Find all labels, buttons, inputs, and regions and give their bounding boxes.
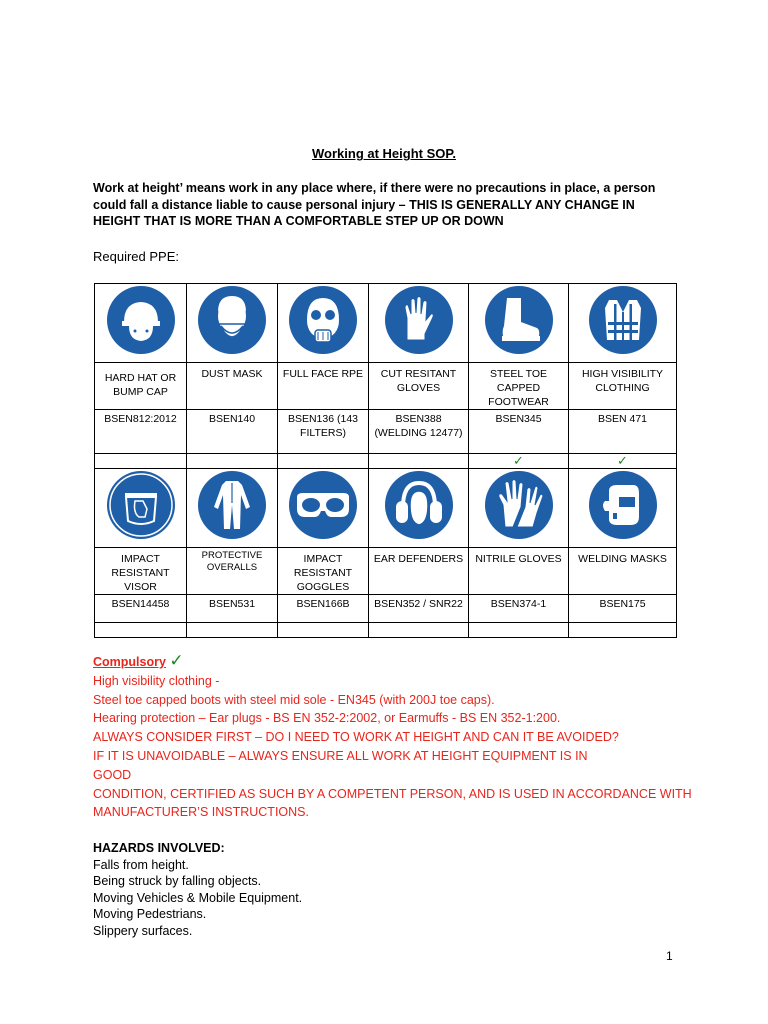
face-visor-icon: [105, 469, 177, 541]
ppe-standard-row: [95, 595, 677, 623]
compulsory-check-icon: ✓: [169, 651, 184, 670]
hazards-heading: HAZARDS INVOLVED:: [93, 841, 225, 855]
ppe-name: NITRILE GLOVES: [475, 553, 562, 565]
hazard-item: Being struck by falling objects.: [93, 874, 262, 888]
compulsory-line: High visibility clothing -: [93, 673, 220, 688]
compulsory-line: Steel toe capped boots with steel mid sole - EN345 (with 200J toe caps).: [93, 692, 495, 707]
compulsory-line: IF IT IS UNAVOIDABLE – ALWAYS ENSURE ALL WORK AT HEIGHT EQUIPMENT IS IN: [93, 748, 588, 763]
ppe-standard: BSEN166B: [296, 598, 350, 610]
ppe-standard: BSEN14458: [111, 598, 170, 610]
ppe-name: DUST MASK: [201, 368, 263, 380]
ppe-name: CUT RESITANT GLOVES: [380, 368, 457, 394]
ppe-name: STEEL TOE CAPPED FOOTWEAR: [488, 368, 549, 408]
page-number: 1: [666, 949, 673, 963]
ppe-standard: BSEN136 (143 FILTERS): [287, 413, 359, 439]
compulsory-section: [93, 652, 693, 822]
hard-hat-icon: [105, 284, 177, 356]
ppe-name-row: [95, 363, 677, 410]
intro-paragraph: Work at height’ means work in any place where, if there were no precautions in place, a person could fall a distance liable to cause personal injury – THIS IS GENERALLY ANY CHANGE IN HEIGHT THAT IS MORE THAN A COMFORTABLE STEP UP OR DOWN: [93, 181, 656, 228]
ppe-name: FULL FACE RPE: [282, 368, 364, 380]
goggles-icon: [287, 469, 359, 541]
ppe-standard: BSEN531: [208, 598, 256, 610]
hazard-item: Slippery surfaces.: [93, 923, 193, 938]
welding-mask-icon: [587, 469, 659, 541]
ppe-standard: BSEN374-1: [490, 598, 547, 610]
gloves-icon: [383, 284, 455, 356]
hazard-item: Falls from height.: [93, 857, 189, 872]
ppe-standard-row: [95, 410, 677, 454]
ppe-icon-row: [95, 284, 677, 363]
ppe-check-row: [95, 454, 677, 469]
safety-boot-icon: [483, 284, 555, 356]
ppe-name: HIGH VISIBILITY CLOTHING: [581, 368, 664, 394]
compulsory-line: MANUFACTURER’S INSTRUCTIONS.: [93, 805, 309, 820]
ppe-standard: BSEN388 (WELDING 12477): [374, 413, 463, 439]
hi-vis-vest-icon: [587, 284, 659, 356]
compulsory-line: GOOD: [93, 767, 132, 782]
hazard-item: Moving Vehicles & Mobile Equipment.: [93, 890, 303, 905]
compulsory-heading: Compulsory: [93, 655, 166, 669]
ppe-name: EAR DEFENDERS: [373, 553, 464, 565]
ppe-name: HARD HAT OR BUMP CAP: [104, 372, 177, 398]
ppe-standard: BSEN345: [495, 413, 542, 425]
ppe-standard: BSEN352 / SNR22: [374, 598, 463, 610]
ppe-standard: BSEN 471: [597, 413, 648, 425]
ppe-name: PROTECTIVE OVERALLS: [201, 550, 263, 573]
ppe-standard: BSEN140: [208, 413, 256, 425]
dust-mask-icon: [196, 284, 268, 356]
ppe-name: WELDING MASKS: [578, 553, 667, 565]
compulsory-line: Hearing protection – Ear plugs - BS EN 352-2:2002, or Earmuffs - BS EN 352-1:200.: [93, 711, 561, 726]
hazards-section: [93, 840, 302, 939]
nitrile-gloves-icon: [483, 469, 555, 541]
compulsory-line: ALWAYS CONSIDER FIRST – DO I NEED TO WORK AT HEIGHT AND CAN IT BE AVOIDED?: [93, 730, 619, 745]
hazard-item: Moving Pedestrians.: [93, 907, 207, 921]
ppe-icon-row: [95, 469, 677, 548]
compulsory-line: CONDITION, CERTIFIED AS SUCH BY A COMPETENT PERSON, AND IS USED IN ACCORDANCE WITH: [93, 786, 692, 801]
ppe-check-row: [95, 623, 677, 638]
overalls-icon: [196, 469, 268, 541]
required-ppe-label: Required PPE:: [93, 249, 179, 264]
ppe-standard: BSEN175: [599, 598, 646, 610]
required-check-icon: ✓: [513, 453, 524, 468]
ppe-table: [94, 283, 677, 638]
ppe-name: IMPACT RESISTANT VISOR: [111, 553, 170, 593]
document-title: Working at Height SOP.: [312, 146, 456, 161]
ppe-name-row: [95, 548, 677, 595]
ppe-standard: BSEN812:2012: [104, 413, 177, 425]
ppe-name: IMPACT RESISTANT GOGGLES: [293, 553, 353, 593]
ear-defenders-icon: [383, 469, 455, 541]
gas-mask-icon: [287, 284, 359, 356]
required-check-icon: ✓: [617, 453, 628, 468]
